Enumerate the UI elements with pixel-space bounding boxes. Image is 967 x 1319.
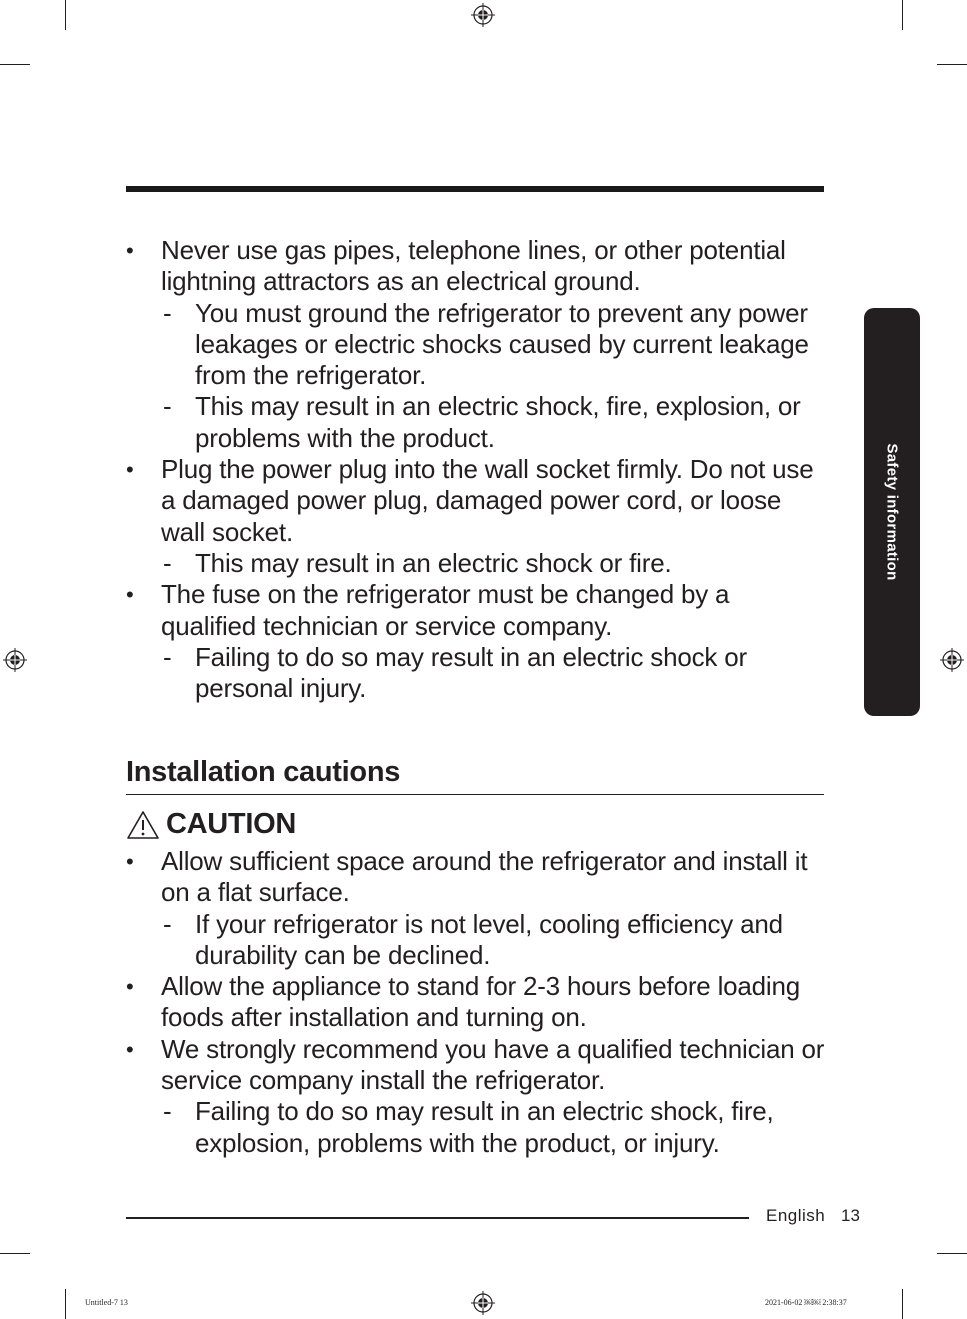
list-item-text: We strongly recommend you have a qualified technician or service company install the refrigerator.: [161, 1033, 825, 1096]
sub-item: - If your refrigerator is not level, cooling efficiency and durability can be declined.: [161, 909, 826, 972]
caution-list: [126, 846, 826, 1159]
section-title: Installation cautions: [126, 756, 401, 788]
registration-mark-icon: [471, 1291, 495, 1315]
caution-label: CAUTION: [166, 808, 297, 840]
list-item: [126, 454, 826, 579]
sub-item: - Failing to do so may result in an electric shock or personal injury.: [161, 642, 826, 705]
list-item-text: Allow the appliance to stand for 2-3 hours before loading foods after installation and turning on.: [161, 971, 801, 1033]
side-tab-label: Safety information: [883, 443, 901, 581]
crop-mark: [65, 0, 66, 30]
registration-mark-icon: [3, 648, 27, 672]
crop-mark: [902, 0, 903, 30]
crop-mark: [937, 1253, 967, 1254]
sub-item: - This may result in an electric shock or fire.: [161, 548, 826, 579]
side-tab: [864, 308, 920, 716]
list-item-text: Allow sufficient space around the refrigerator and install it on a flat surface.: [161, 846, 808, 908]
list-item-text: Plug the power plug into the wall socket firmly. Do not use a damaged power plug, damaged power cord, or loose wall socket.: [161, 454, 814, 547]
safety-list: [126, 235, 826, 704]
crop-mark: [65, 1289, 66, 1319]
sub-item: - This may result in an electric shock, fire, explosion, or problems with the product.: [161, 391, 826, 454]
registration-mark-icon: [940, 648, 964, 672]
sub-item: - You must ground the refrigerator to prevent any power leakages or electric shocks caused by current leakage from the refrigerator.: [161, 298, 826, 392]
footer-rule: [126, 1217, 749, 1219]
page-number: 13: [841, 1206, 860, 1225]
list-item: [126, 1034, 826, 1159]
slug-file: Untitled-7 13: [85, 1298, 128, 1307]
footer-language: English: [766, 1206, 826, 1225]
header-rule: [126, 186, 824, 192]
crop-mark: [0, 64, 30, 65]
crop-mark: [902, 1289, 903, 1319]
list-item: [126, 846, 826, 971]
list-item: [126, 971, 826, 1034]
list-item: [126, 579, 826, 704]
crop-mark: [0, 1253, 30, 1254]
warning-triangle-icon: [126, 810, 160, 840]
list-item: [126, 235, 826, 454]
section-rule: [126, 794, 824, 795]
sub-item: - Failing to do so may result in an electric shock, fire, explosion, problems with the product, or injury.: [161, 1096, 826, 1159]
caution-heading: [126, 808, 296, 841]
list-item-text: Never use gas pipes, telephone lines, or other potential lightning attractors as an electrical ground.: [161, 235, 786, 297]
registration-mark-icon: [471, 3, 495, 27]
crop-mark: [937, 64, 967, 65]
list-item-text: The fuse on the refrigerator must be changed by a qualified technician or service company.: [161, 579, 730, 641]
slug-timestamp: 2021-06-02 ￼￼ 2:38:37: [765, 1298, 847, 1307]
